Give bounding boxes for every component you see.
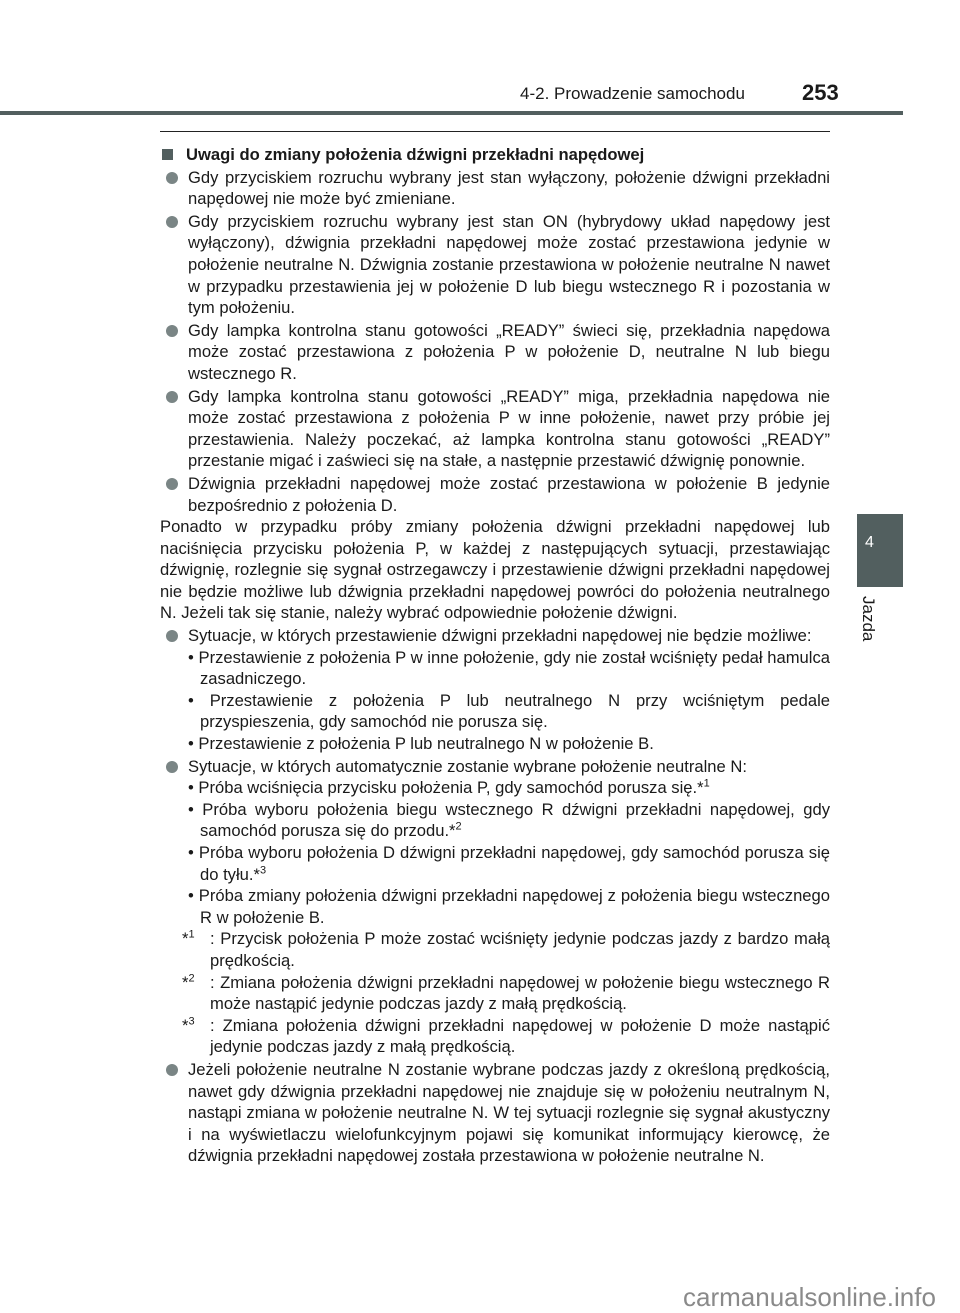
square-bullet-icon: [162, 149, 173, 160]
bullet-icon: [166, 391, 178, 403]
sub-item-text: Próba wyboru położenia biegu wstecznego R dźwigni przekładni napędowej, gdy samochód porusza się do przodu.*: [200, 799, 830, 841]
sub-item: • Próba wyboru położenia biegu wstecznego R dźwigni przekładni napędowej, gdy samochód porusza się do przodu.*$^2$: [188, 799, 830, 841]
sub-item: • Próba wyboru położenia D dźwigni przekładni napędowej, gdy samochód porusza się do tyłu.*$^3$: [188, 843, 830, 884]
footnote-number: 2: [188, 972, 195, 985]
bullet-text: Gdy lampka kontrolna stanu gotowości „READY” świeci się, przekładnia napędowa może zostać przestawiona z położenia P w położenie D, neutralne N lub biegu wstecznego R.: [188, 320, 830, 383]
bullet-text: Gdy przyciskiem rozruchu wybrany jest stan wyłączony, położenie dźwigni przekładni napędowej nie może być zmieniane.: [188, 167, 830, 209]
sub-item-text: Przestawienie z położenia P w inne położenie, gdy nie został wciśnięty pedał hamulca zasadniczego.: [198, 647, 830, 689]
footnote: [160, 1015, 830, 1058]
bullet-text: Dźwignia przekładni napędowej może zostać przestawiona w położenie B jedynie bezpośrednio z położenia D.: [188, 473, 830, 515]
section-title: [160, 144, 830, 166]
footnote-mark: *: [182, 929, 189, 949]
bullet-text: Jeżeli położenie neutralne N zostanie wybrane podczas jazdy z określoną prędkością, nawet gdy dźwignia przekładni napędowej nie znajduje się w położeniu neutralnym N, nastąpi zmiana w położenie neutralne N. W tej sytuacji rozlegnie się sygnał akustyczny i na wyświetlaczu wielofunkcyjnym pojawi się komunikat informujący kierowcę, że dźwignia przekładni napędowej została przestawiona w położenie neutralne N.: [188, 1059, 830, 1166]
watermark: carmanualsonline.info: [683, 1282, 936, 1312]
list-item: [160, 211, 830, 319]
bullet-icon: [166, 325, 178, 337]
footnote-mark: *: [182, 972, 189, 992]
bullet-text: Sytuacje, w których przestawienie dźwigni przekładni napędowej nie będzie możliwe:: [188, 626, 812, 646]
footnote-mark: *: [182, 1015, 189, 1035]
list-item: [160, 625, 830, 755]
footnote-text: : Przycisk położenia P może zostać wciśnięty jedynie podczas jazdy z bardzo małą prędkością.: [210, 929, 830, 970]
bullet-text: Gdy lampka kontrolna stanu gotowości „READY” miga, przekładnia napędowa nie może zostać przestawiona z położenia P w inne położenie, nawet przy próbie jej przestawienia. Należy poczekać, aż lampka kontrolna stanu gotowości „READY” przestanie migać i zaświeci się na stałe, a następnie przestawić dźwignię ponownie.: [188, 386, 830, 471]
footnote-text: : Zmiana położenia dźwigni przekładni napędowej w położenie biegu wstecznego R może nastąpić jedynie podczas jazdy z małą prędkością.: [210, 972, 830, 1014]
list-item: [160, 386, 830, 472]
bullet-icon: [166, 478, 178, 490]
footnote: [160, 972, 830, 1015]
sub-item-text: Próba zmiany położenia dźwigni przekładni napędowej z położenia biegu wstecznego R w położenie B.: [198, 886, 830, 927]
footnote-text: : Zmiana położenia dźwigni przekładni napędowej w położenie D może nastąpić jedynie podczas jazdy z małą prędkością.: [210, 1015, 830, 1057]
chapter-number: 4: [865, 534, 874, 551]
bullet-icon: [166, 1064, 178, 1076]
list-item: [160, 756, 830, 929]
sub-item-text: Przestawienie z położenia P lub neutralnego N przy wciśniętym pedale przyspieszenia, gdy samochód nie porusza się.: [200, 690, 830, 732]
footnote-ref: 3: [259, 864, 267, 877]
sub-item-text: Przestawienie z położenia P lub neutralnego N w położenie B.: [198, 734, 654, 754]
bullet-icon: [166, 630, 178, 642]
footnote-number: 1: [188, 928, 195, 941]
bullet-icon: [166, 172, 178, 184]
header-divider: [0, 111, 903, 115]
list-item: [160, 473, 830, 516]
sub-item-text: Próba wciśnięcia przycisku położenia P, gdy samochód porusza się.*: [198, 778, 704, 798]
footnote-ref: 1: [703, 777, 710, 790]
sub-item: • Przestawienie z położenia P lub neutralnego N przy wciśniętym pedale przyspieszenia, gdy samochód nie porusza się.: [188, 690, 830, 732]
list-item: [160, 1059, 830, 1167]
sub-item: • Próba zmiany położenia dźwigni przekładni napędowej z położenia biegu wstecznego R w położenie B.: [188, 886, 830, 927]
footnote: [160, 928, 830, 971]
sub-item: • Przestawienie z położenia P w inne położenie, gdy nie został wciśnięty pedał hamulca zasadniczego.: [188, 647, 830, 689]
section-divider: [160, 131, 830, 132]
bullet-text: Sytuacje, w których automatycznie zostanie wybrane położenie neutralne N:: [188, 756, 747, 776]
bullet-icon: [166, 216, 178, 228]
sub-item: • Przestawienie z położenia P lub neutralnego N w położenie B.: [188, 734, 654, 754]
page-number: 253: [802, 80, 839, 105]
page-content: [160, 144, 830, 1167]
list-item: [160, 320, 830, 385]
list-item: [160, 167, 830, 210]
chapter-tab[interactable]: [857, 514, 903, 587]
bullet-icon: [166, 761, 178, 773]
footnote-ref: 2: [455, 820, 462, 833]
sub-item: • Próba wciśnięcia przycisku położenia P, gdy samochód porusza się.*$^1$: [188, 777, 710, 798]
footnote-number: 3: [188, 1015, 195, 1028]
section-header: 4-2. Prowadzenie samochodu: [520, 84, 745, 103]
sub-item-text: Próba wyboru położenia D dźwigni przekładni napędowej, gdy samochód porusza się do tyłu.*: [198, 843, 830, 884]
chapter-label: Jazda: [859, 596, 878, 642]
section-title-text: Uwagi do zmiany położenia dźwigni przekładni napędowej: [186, 145, 645, 164]
bullet-text: Gdy przyciskiem rozruchu wybrany jest stan ON (hybrydowy układ napędowy jest wyłączony), dźwignia przekładni napędowej może zostać przestawiona jedynie w położenie neutralne N. Dźwignia zostanie przestawiona w położenie neutralne N nawet w przypadku przestawienia jej w położenie D lub biegu wstecznego R i pozostania w tym położeniu.: [188, 211, 830, 318]
paragraph: Ponadto w przypadku próby zmiany położenia dźwigni przekładni napędowej lub naciśnięcia przycisku położenia P, w każdej z następujących sytuacji, przestawiając dźwignię, rozlegnie się sygnał ostrzegawczy i przestawienie dźwigni przekładni napędowej nie będzie możliwe lub dźwignia przekładni napędowej powróci do położenia neutralnego N. Jeżeli tak się stanie, należy wybrać odpowiednie położenie dźwigni.: [160, 517, 830, 623]
